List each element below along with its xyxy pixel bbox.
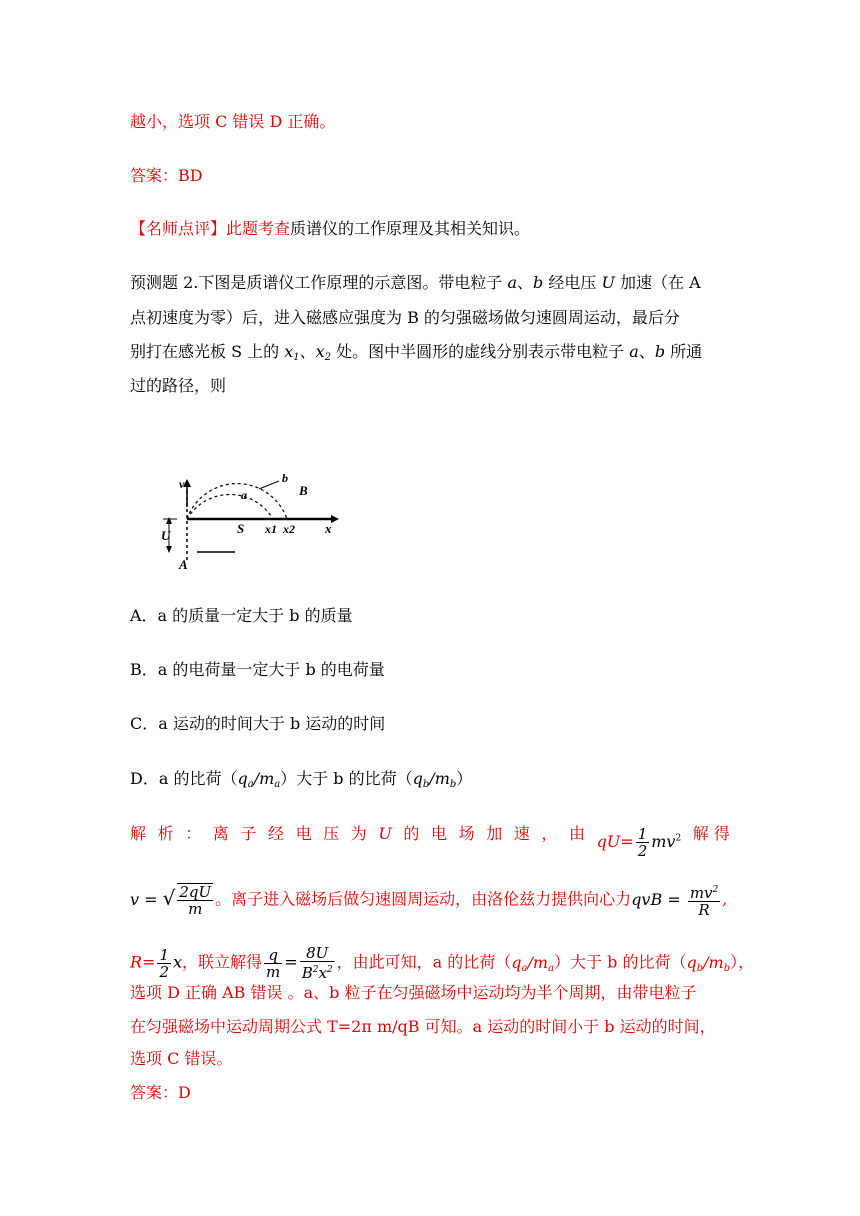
solution-line-6: 选项 C 错误。 <box>130 1049 233 1068</box>
label-v: v <box>179 477 185 491</box>
label-A: A <box>179 557 188 572</box>
solution-line-1: 解 析 ： 离 子 经 电 压 为 U 的 电 场 加 速 ， 由 qU= $\frac{1}{2}$ $mv^2$ 解 得 <box>130 824 730 860</box>
mass-spectrometer-figure <box>155 455 365 575</box>
label-x: x <box>325 521 332 536</box>
kinetic-eq: qU= $\frac{1}{2}$ $mv^2$ <box>596 825 682 860</box>
option-c: C．a 运动的时间大于 b 运动的时间 <box>130 714 386 733</box>
commentary-red: 此题考查 <box>226 219 291 238</box>
label-b: b <box>282 471 288 485</box>
text-line: 越小，选项 C 错误 D 正确。 <box>130 112 336 131</box>
question-line-2: 点初速度为零）后，进入磁感应强度为 B 的匀强磁场做匀速圆周运动，最后分 <box>130 308 680 327</box>
option-d: D．a 的比荷$(q_a/m_a)$大于 b 的比荷$(q_b/m_b)$ <box>130 769 473 790</box>
option-a: A．a 的质量一定大于 b 的质量 <box>130 606 353 625</box>
solution-line-4: 选项 D 正确 AB 错误 。a、b 粒子在匀强磁场中运动均为半个周期，由带电粒子 <box>130 983 697 1002</box>
label-x2: x2 <box>283 522 295 536</box>
answer-line: 答案：BD <box>130 166 203 185</box>
solution-line-3: R= $\frac{1}{2}$ x，联立解得 $\frac{q}{m}$ = $\frac{8U}{B^2x^2}$ ，由此可知，a 的比荷$(q_a/m_a)$大于 b 的比荷$(q_b/m_b)$， <box>130 944 755 982</box>
label-S: S <box>237 521 245 536</box>
commentary-text: 质谱仪的工作原理及其相关知识。 <box>290 219 531 238</box>
question-line-1: 预测题 2.下图是质谱仪工作原理的示意图。带电粒子 a、b 经电压 U 加速（在 A <box>130 273 701 292</box>
commentary-line <box>130 221 730 237</box>
velocity-formula: v = √ $\frac{2qU}{m}$ <box>130 883 212 918</box>
final-answer: 答案：D <box>130 1083 191 1102</box>
solution-line-2: v = √ $\frac{2qU}{m}$ 。离子进入磁场后做匀速圆周运动，由洛伦兹力提供向心力qvB = $\frac{mv^2}{R}$ , <box>130 883 728 919</box>
label-x1: x1 <box>265 522 277 536</box>
option-b: B．a 的电荷量一定大于 b 的电荷量 <box>130 660 385 679</box>
commentary-tag: 【名师点评】 <box>130 219 227 238</box>
label-U: U <box>161 528 171 543</box>
label-B: B <box>299 483 308 498</box>
solution-line-5: 在匀强磁场中运动周期公式 T=2π m/qB 可知。a 运动的时间小于 b 运动的时间， <box>130 1017 716 1036</box>
label-a: a <box>241 488 247 502</box>
lorentz-formula: qvB = $\frac{mv^2}{R}$ <box>631 884 719 919</box>
question-line-3: 别打在感光板 S 上的 $x_1$、$x_2$ 处。图中半圆形的虚线分别表示带电粒子 a、b 所通 <box>130 342 703 363</box>
question-line-4: 过的路径，则 <box>130 376 227 395</box>
